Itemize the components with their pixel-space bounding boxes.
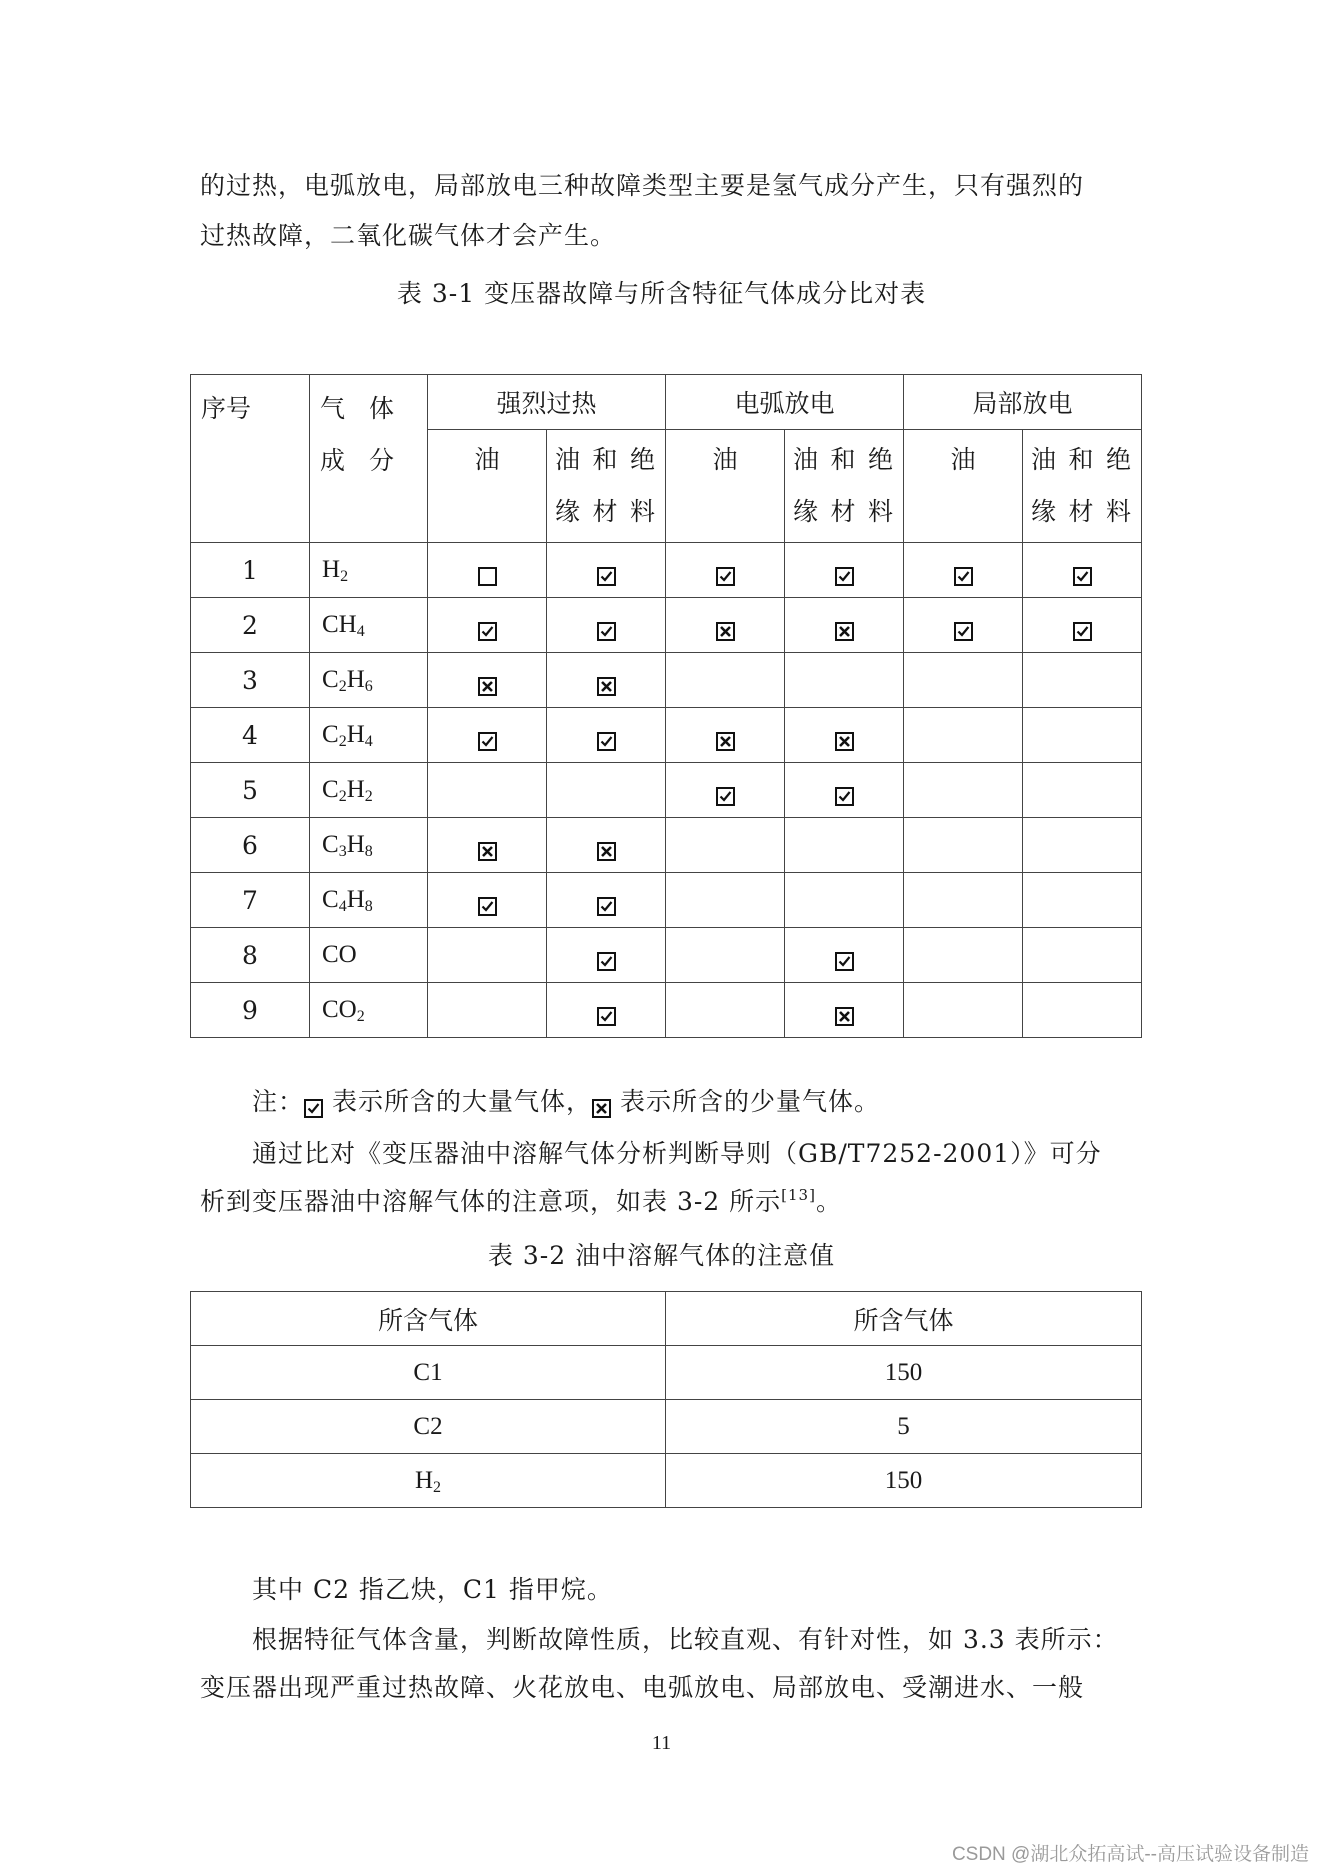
empty-cell: [904, 928, 1023, 983]
mark-cell: [904, 543, 1023, 598]
mark-cell: [547, 983, 666, 1038]
checkbox-checked-icon: [478, 893, 497, 912]
row-index: 4: [191, 708, 310, 763]
empty-cell: [666, 928, 785, 983]
gas-name: [191, 1346, 666, 1400]
dissolved-gas-attention-table: [190, 1291, 1142, 1508]
gas-name-text: C1: [413, 1358, 443, 1386]
gas-formula: [310, 653, 428, 708]
mark-cell: [1023, 598, 1142, 653]
checkbox-checked-icon: [1073, 563, 1092, 582]
table-row: [191, 708, 1142, 763]
empty-cell: [666, 983, 785, 1038]
subheader-oil-insulation: 油和绝缘材料: [547, 430, 666, 543]
checkbox-checked-icon: [835, 563, 854, 582]
empty-cell: [428, 763, 547, 818]
citation: [13]: [781, 1186, 816, 1204]
checkbox-checked-icon: [478, 618, 497, 637]
mark-cell: [666, 763, 785, 818]
mark-cell: [1023, 543, 1142, 598]
mark-cell: [428, 873, 547, 928]
gas-formula-text: $C_3H_8$: [322, 831, 373, 860]
gas-formula: [310, 928, 428, 983]
row-index: 2: [191, 598, 310, 653]
gas-formula-subscript: 2: [356, 1008, 365, 1025]
empty-cell: [1023, 928, 1142, 983]
paragraph-line: 析到变压器油中溶解气体的注意项，如表 3-2 所示[13]。: [200, 1186, 842, 1216]
checkbox-crossed-icon: [592, 1094, 611, 1113]
checkbox-checked-icon: [1073, 618, 1092, 637]
empty-cell: [666, 873, 785, 928]
mark-cell: [785, 708, 904, 763]
gas-formula-text: $C_2H_2$: [322, 776, 373, 805]
checkbox-crossed-icon: [835, 618, 854, 637]
mark-cell: [547, 543, 666, 598]
row-index: 7: [191, 873, 310, 928]
paragraph-line: 通过比对《变压器油中溶解气体分析判断导则（GB/T7252-2001）》可分: [252, 1139, 1102, 1168]
empty-cell: [904, 708, 1023, 763]
paragraph-line: 变压器出现严重过热故障、火花放电、电弧放电、局部放电、受潮进水、一般: [200, 1673, 1085, 1702]
table-row: [191, 1454, 1142, 1508]
gas-formula-text: $C_4H_8$: [322, 886, 373, 915]
checkbox-checked-icon: [716, 563, 735, 582]
checkbox-checked-icon: [597, 618, 616, 637]
gas-name: [191, 1454, 666, 1508]
gas-formula-text: CO: [322, 941, 357, 968]
table-row: [191, 598, 1142, 653]
empty-cell: [904, 653, 1023, 708]
paragraph-line: 的过热，电弧放电，局部放电三种故障类型主要是氢气成分产生，只有强烈的: [200, 171, 1085, 200]
header-index: 序号: [191, 375, 310, 543]
header-group-overheat: 强烈过热: [428, 375, 666, 430]
subheader-oil-insulation: 油和绝缘材料: [785, 430, 904, 543]
table-row: [191, 818, 1142, 873]
note-large-amount: 表示所含的大量气体，: [331, 1087, 592, 1116]
gas-formula-text: CH: [322, 611, 357, 638]
gas-formula-text: $C_2H_4$: [322, 721, 373, 750]
empty-cell: [1023, 983, 1142, 1038]
subheader-oil: 油: [904, 430, 1023, 543]
empty-cell: [904, 818, 1023, 873]
mark-cell: [428, 598, 547, 653]
gas-formula: [310, 763, 428, 818]
mark-cell: [785, 983, 904, 1038]
empty-cell: [785, 873, 904, 928]
mark-cell: [547, 708, 666, 763]
mark-cell: [547, 818, 666, 873]
gas-formula-subscript: 2: [340, 568, 349, 585]
table-row: [191, 1346, 1142, 1400]
header-group-arc: 电弧放电: [666, 375, 904, 430]
gas-formula-text: H: [322, 556, 341, 583]
mark-cell: [428, 818, 547, 873]
checkbox-crossed-icon: [835, 728, 854, 747]
empty-cell: [666, 818, 785, 873]
mark-cell: [666, 598, 785, 653]
checkbox-crossed-icon: [597, 673, 616, 692]
checkbox-checked-icon: [716, 783, 735, 802]
row-index: 9: [191, 983, 310, 1038]
empty-cell: [904, 873, 1023, 928]
table2-caption: 表 3-2 油中溶解气体的注意值: [487, 1241, 836, 1270]
legend-note: [252, 1086, 880, 1118]
row-index: 6: [191, 818, 310, 873]
checkbox-checked-icon: [304, 1094, 323, 1113]
subheader-oil-insulation: 油和绝缘材料: [1023, 430, 1142, 543]
watermark: CSDN @湖北众拓高试--高压试验设备制造: [951, 1844, 1309, 1865]
gas-name-text: H: [414, 1466, 434, 1494]
paragraph-line: 根据特征气体含量，判断故障性质，比较直观、有针对性，如 3.3 表所示：: [252, 1625, 1119, 1654]
checkbox-checked-icon: [835, 948, 854, 967]
gas-formula: [310, 983, 428, 1038]
checkbox-checked-icon: [597, 728, 616, 747]
empty-cell: [666, 653, 785, 708]
mark-cell: [547, 928, 666, 983]
header-group-partial: 局部放电: [904, 375, 1142, 430]
paragraph-line: 过热故障，二氧化碳气体才会产生。: [200, 221, 617, 250]
mark-cell: [666, 543, 785, 598]
header-gas-component: 气 体 成 分: [310, 375, 428, 543]
gas-formula-text: CO: [322, 996, 357, 1023]
checkbox-checked-icon: [835, 783, 854, 802]
checkbox-checked-icon: [954, 618, 973, 637]
empty-cell: [904, 763, 1023, 818]
row-index: 5: [191, 763, 310, 818]
checkbox-crossed-icon: [597, 838, 616, 857]
note-prefix: 注：: [252, 1087, 305, 1116]
mark-cell: [666, 708, 785, 763]
subheader-oil: 油: [666, 430, 785, 543]
attention-value: 5: [666, 1400, 1142, 1454]
mark-cell: [785, 763, 904, 818]
row-index: 1: [191, 543, 310, 598]
mark-cell: [547, 653, 666, 708]
attention-value: 150: [666, 1454, 1142, 1508]
gas-fault-comparison-table: [190, 374, 1142, 1038]
table-row: [191, 763, 1142, 818]
gas-formula-text: $C_2H_6$: [322, 666, 373, 695]
checkbox-checked-icon: [954, 563, 973, 582]
checkbox-checked-icon: [597, 948, 616, 967]
page-number: 11: [651, 1732, 672, 1754]
mark-cell: [547, 873, 666, 928]
empty-cell: [785, 818, 904, 873]
table-row: [191, 543, 1142, 598]
empty-cell: [1023, 873, 1142, 928]
checkbox-checked-icon: [597, 893, 616, 912]
empty-cell: [428, 983, 547, 1038]
table1-caption: 表 3-1 变压器故障与所含特征气体成分比对表: [396, 279, 927, 308]
checkbox-crossed-icon: [478, 673, 497, 692]
gas-formula: [310, 598, 428, 653]
note-small-amount: 表示所含的少量气体。: [619, 1087, 880, 1116]
attention-value: 150: [666, 1346, 1142, 1400]
table-row: [191, 928, 1142, 983]
checkbox-crossed-icon: [716, 618, 735, 637]
checkbox-checked-icon: [597, 1003, 616, 1022]
subheader-oil: 油: [428, 430, 547, 543]
mark-cell: [547, 598, 666, 653]
checkbox-checked-icon: [478, 728, 497, 747]
gas-name-subscript: 2: [433, 1478, 442, 1496]
empty-cell: [1023, 708, 1142, 763]
gas-formula-subscript: 4: [356, 623, 365, 640]
mark-cell: [785, 928, 904, 983]
gas-formula: [310, 708, 428, 763]
row-index: 8: [191, 928, 310, 983]
table-row: [191, 983, 1142, 1038]
empty-cell: [1023, 653, 1142, 708]
empty-cell: [547, 763, 666, 818]
mark-cell: [785, 598, 904, 653]
mark-cell: [428, 543, 547, 598]
checkbox-crossed-icon: [835, 1003, 854, 1022]
gas-formula: [310, 818, 428, 873]
gas-name-text: C2: [413, 1412, 443, 1440]
checkbox-checked-icon: [597, 563, 616, 582]
checkbox-empty-icon: [478, 563, 497, 582]
empty-cell: [1023, 818, 1142, 873]
mark-cell: [428, 653, 547, 708]
empty-cell: [785, 653, 904, 708]
table-row: [191, 873, 1142, 928]
empty-cell: [904, 983, 1023, 1038]
gas-name: [191, 1400, 666, 1454]
mark-cell: [785, 543, 904, 598]
gas-formula: [310, 873, 428, 928]
row-index: 3: [191, 653, 310, 708]
table2-header: 所含气体: [191, 1292, 666, 1346]
mark-cell: [428, 708, 547, 763]
table-row: [191, 653, 1142, 708]
empty-cell: [1023, 763, 1142, 818]
table2-header: 所含气体: [666, 1292, 1142, 1346]
paragraph-line: 其中 C2 指乙炔，C1 指甲烷。: [252, 1575, 613, 1604]
checkbox-crossed-icon: [716, 728, 735, 747]
mark-cell: [904, 598, 1023, 653]
gas-formula: [310, 543, 428, 598]
table-row: [191, 1400, 1142, 1454]
empty-cell: [428, 928, 547, 983]
checkbox-crossed-icon: [478, 838, 497, 857]
